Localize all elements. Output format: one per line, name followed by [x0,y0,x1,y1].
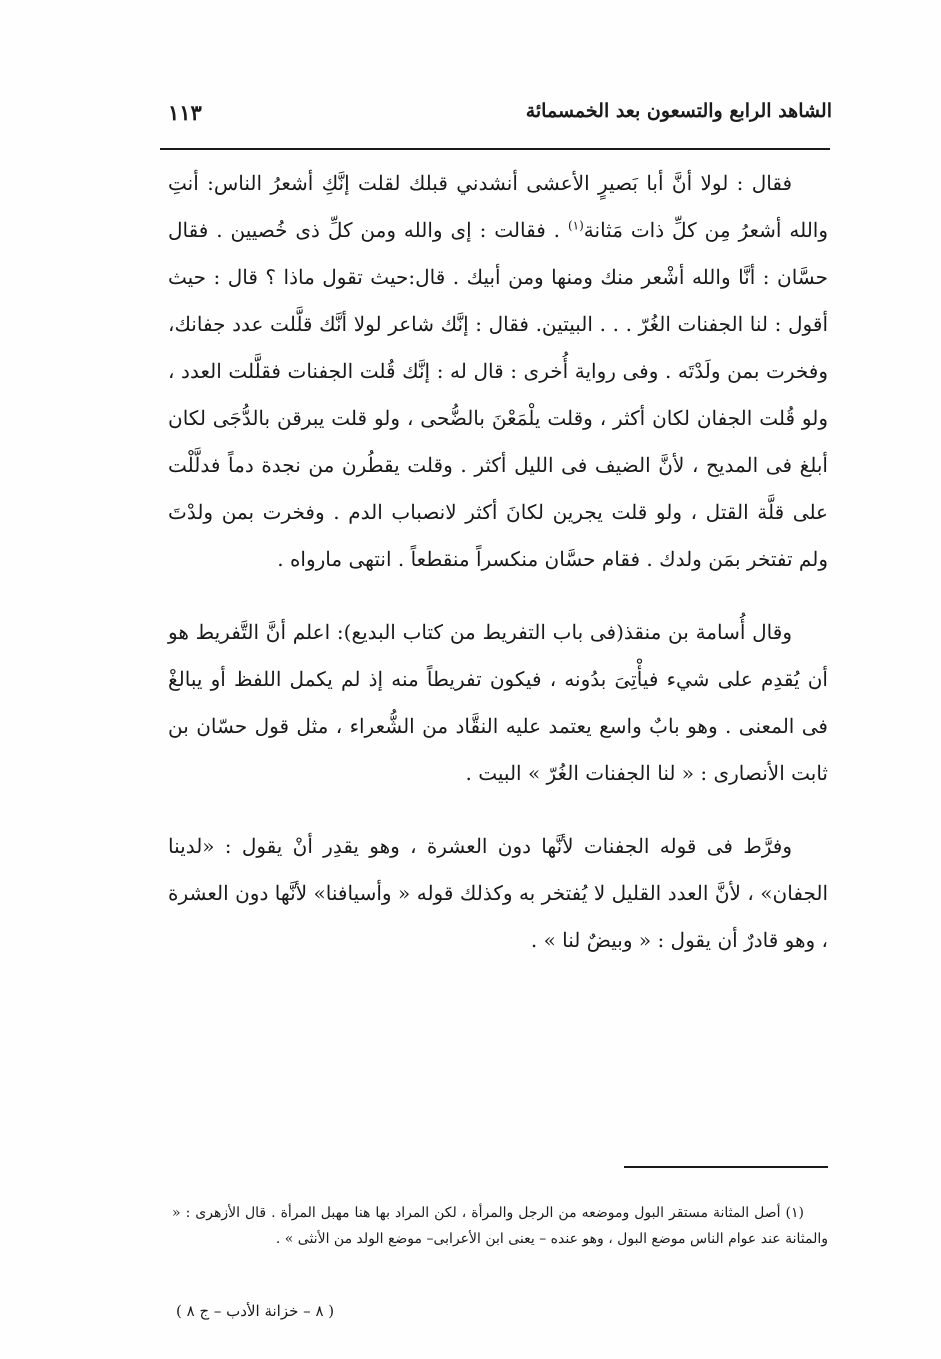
paragraph-text-continued: . فقالت : إى والله ومن كلِّ ذى خُصيين . فقال حسَّان : أنَّا والله أشْعر منك ومنها ومن أبيك . قال:حيث تقول ماذا ؟ قال : حيث أقول : لنا الجفنات الغُرّ . . . البيتين. فقال : إنَّك شاعر لولا أنَّك قلَّلت عدد جفانك، وفخرت بمن ولَدْتَه . وفى رواية أُخرى : قال له : إنَّك قُلت الجفنات فقلَّلت العدد ، ولو قُلت الجفان لكان أكثر ، وقلت يلْمَعْنَ بالضُّحى ، ولو قلت يبرقن بالدُّجَى لكان أبلغ فى المديح ، لأنَّ الضيف فى الليل أكثر . وقلت يقطُرن من نجدة دماً فدلَّلْت على قلَّة القتل ، ولو قلت يجرين لكانَ أكثر لانصباب الدم . وفخرت بمن ولدْتَ ولم تفتخر بمَن ولدك . فقام حسَّان منكسراً منقطعاً . انتهى مارواه . [168,218,828,571]
footnote [172,1200,828,1252]
footnote-text: (١) أصل المثانة مستقر البول وموضعه من الرجل والمرأة ، لكن المراد بها هنا مهبل المرأة . قال الأزهرى : « والمثانة عند عوام الناس موضع البول ، وهو عنده – يعنى ابن الأعرابى– موضع الولد من الأنثى » . [172,1205,828,1247]
paragraph-text: فقال : لولا أنَّ أبا بَصيرٍ الأعشى أنشدني قبلك لقلت إنَّكِ أشعرُ الناس: أنتِ والله أشعرُ مِن كلِّ ذات مَثانة [168,171,828,242]
page-header [160,96,832,136]
footnote-ref: (١) [567,218,584,233]
paragraph-usama-tafrit: وقال أُسامة بن منقذ(فى باب التفريط من كتاب البديع): اعلم أنَّ التَّفريط هو أن يُقدِم على شيء فيأْتِىَ بدُونه ، فيكون تفريطاً منه إذ لم يكمل اللفظ أو يبالغْ فى المعنى . وهو بابٌ واسع يعتمد عليه النقَّاد من الشُّعراء ، مثل قول حسّان بن ثابت الأنصارى : « لنا الجفنات الغُرّ » البيت . [168,620,828,785]
page-number: ١١٣ [168,100,202,125]
header-rule [160,148,830,150]
paragraph-jafanat-commentary: وفرَّط فى قوله الجفنات لأنَّها دون العشرة ، وهو يقدِر أنْ يقول : «لدينا الجفان» ، لأنَّ العدد القليل لا يُفتخر به وكذلك قوله « وأسيافنا» لأنَّها دون العشرة ، وهو قادرٌ أن يقول : « وبيضٌ لنا » . [168,834,828,952]
paragraph-hassan-story [168,160,828,583]
main-text [168,160,828,964]
printer-signature: ( ٨ – خزانة الأدب – ج ٨ ) [176,1302,335,1320]
running-title: الشاهد الرابع والتسعون بعد الخمسمائة [525,100,832,122]
footnote-rule [624,1166,828,1168]
